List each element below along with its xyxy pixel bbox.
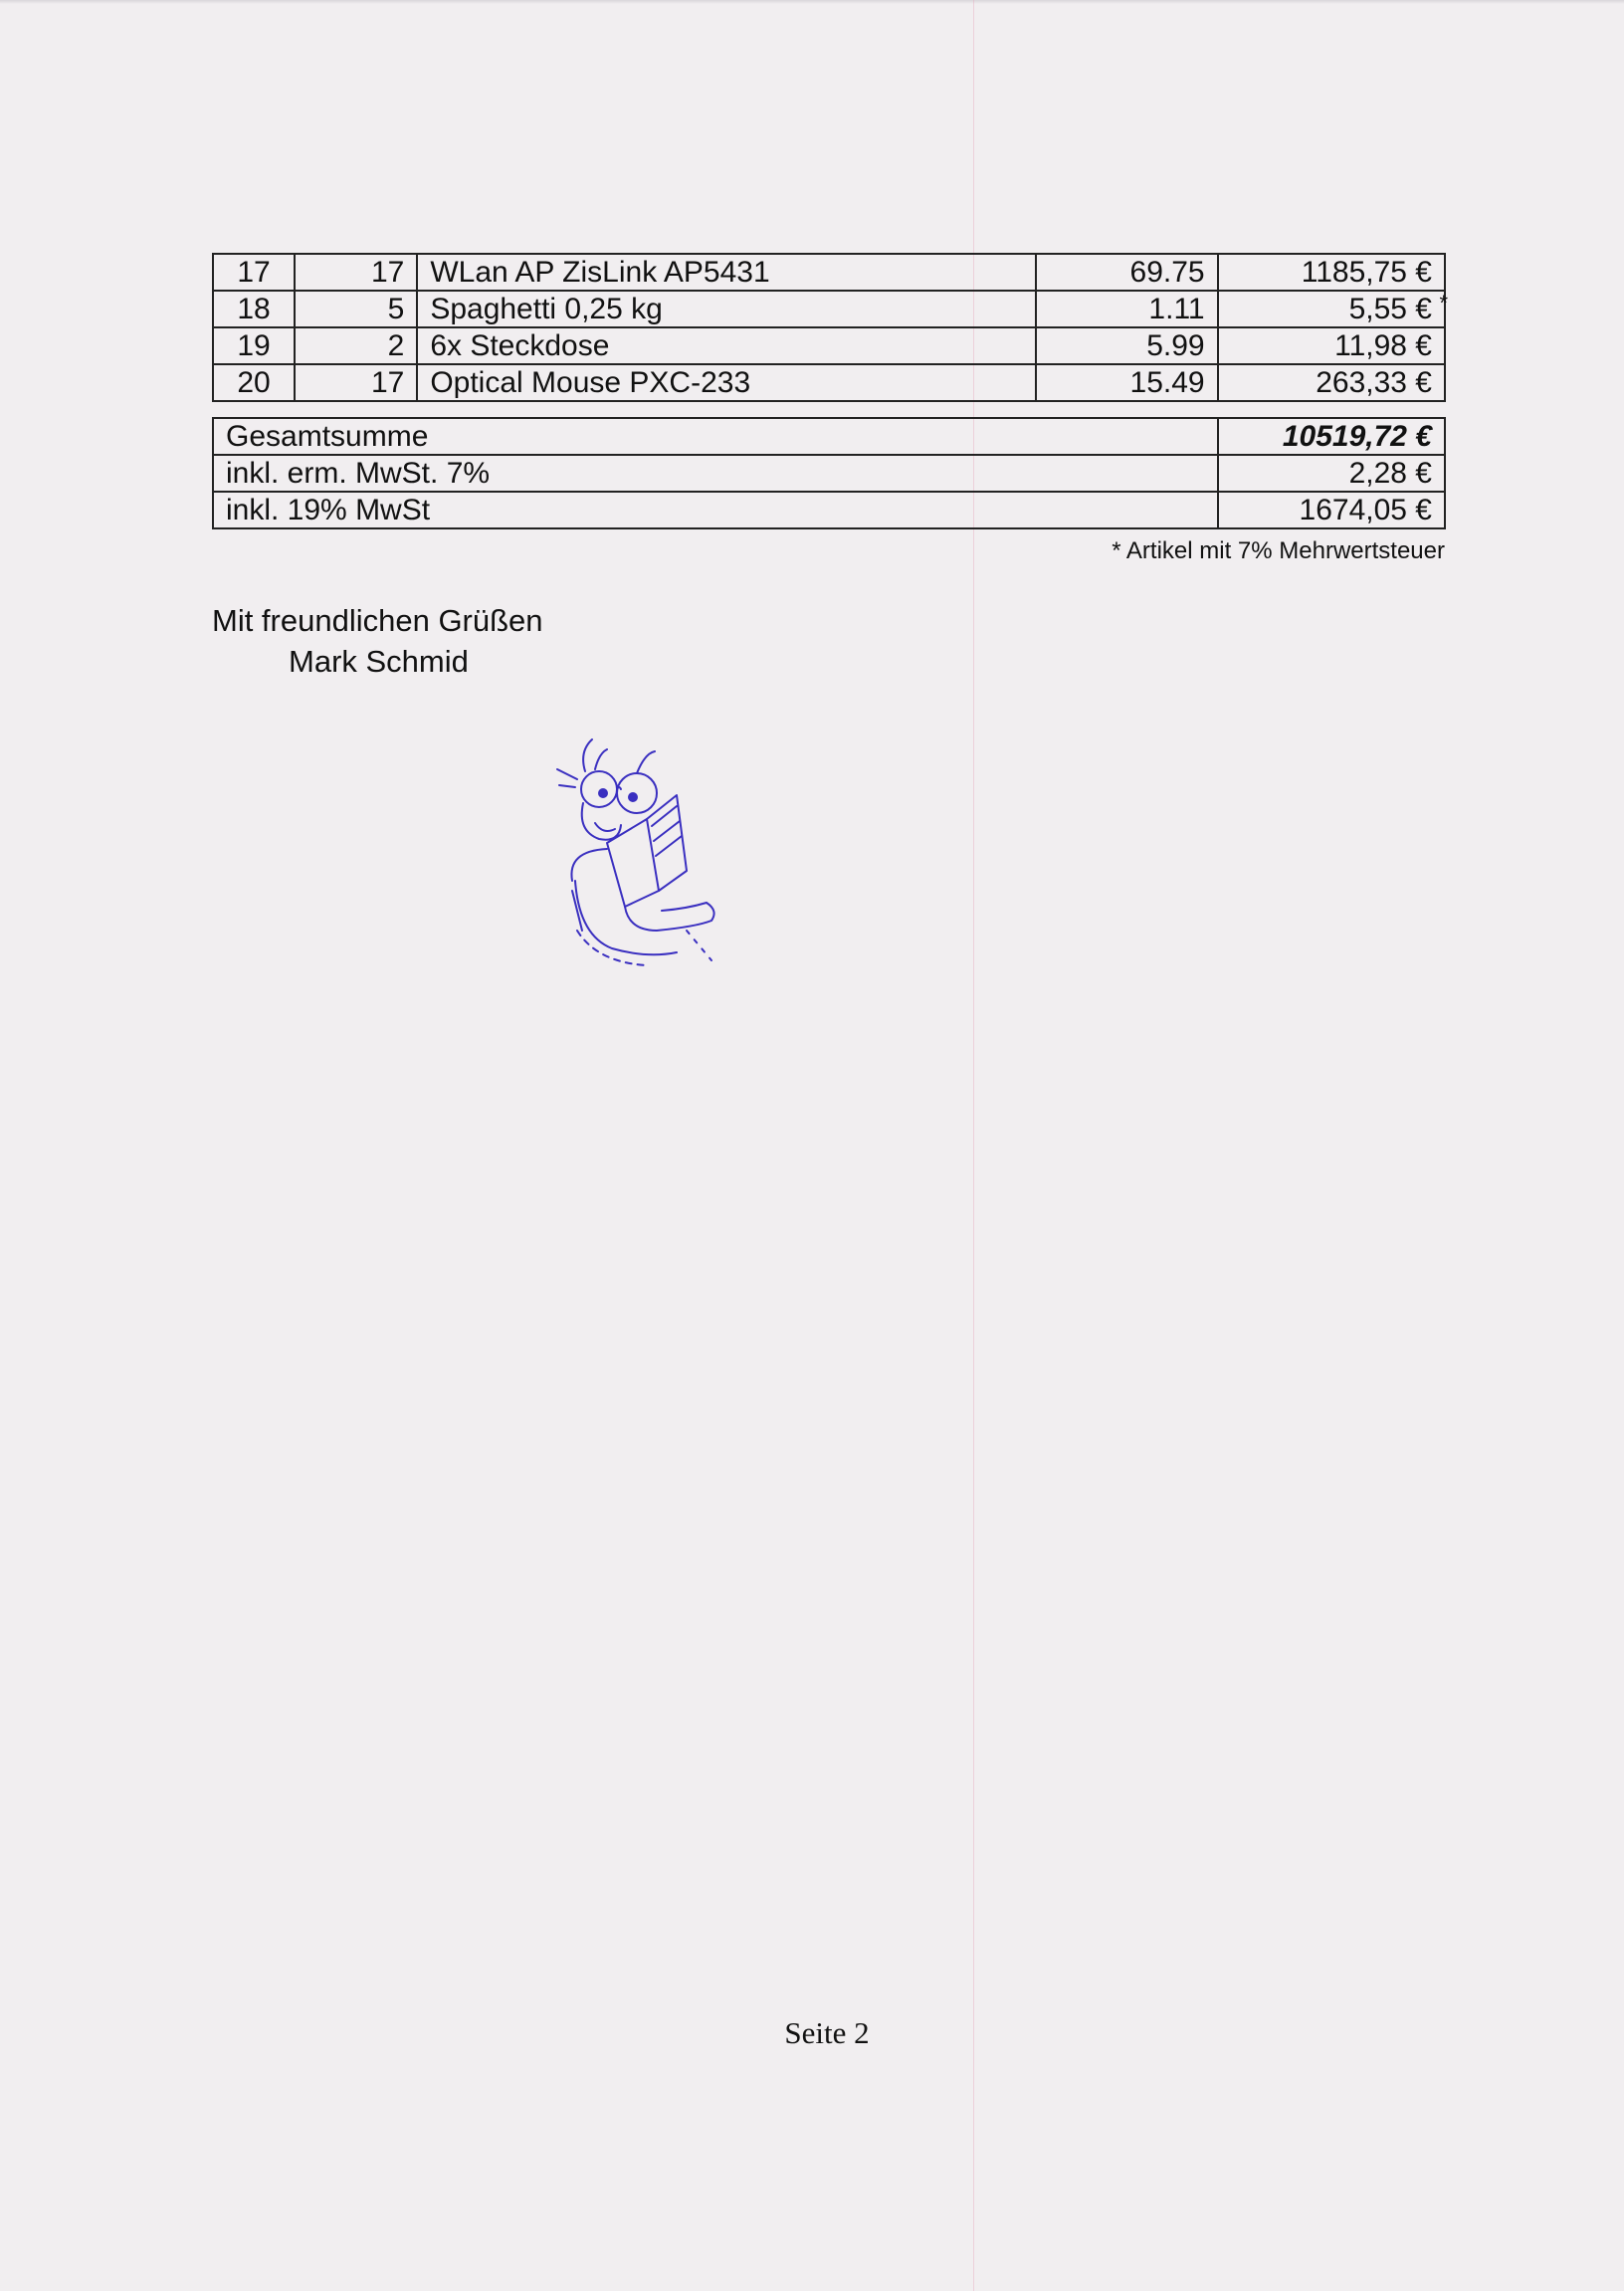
bookworm-stamp-icon (537, 731, 736, 985)
grand-total-value: 10519,72 € (1218, 418, 1445, 455)
page-top-edge (0, 0, 1624, 4)
grand-total-row (213, 418, 1445, 455)
vat-footnote: * Artikel mit 7% Mehrwertsteuer (1112, 537, 1445, 564)
items-table (212, 253, 1446, 402)
closing-block (212, 600, 543, 682)
table-row (213, 254, 1445, 291)
vat-row (213, 492, 1445, 528)
table-row (213, 291, 1445, 327)
vat-label: inkl. 19% MwSt (213, 492, 1218, 528)
reduced-vat-label: inkl. erm. MwSt. 7% (213, 455, 1218, 492)
page-number: Seite 2 (784, 2015, 870, 2050)
table-row (213, 327, 1445, 364)
table-row (213, 364, 1445, 401)
item-qty: 17 (295, 254, 417, 291)
item-description: WLan AP ZisLink AP5431 (417, 254, 1036, 291)
vat-marker: * (1439, 291, 1448, 315)
item-unit-price: 69.75 (1036, 254, 1217, 291)
reduced-vat-value: 2,28 € (1218, 455, 1445, 492)
item-total: 1185,75 € (1218, 254, 1445, 291)
item-unit-price: 5.99 (1036, 327, 1217, 364)
item-description: Optical Mouse PXC-233 (417, 364, 1036, 401)
item-pos: 17 (213, 254, 295, 291)
item-total: 263,33 € (1218, 364, 1445, 401)
signer-name: Mark Schmid (289, 644, 469, 679)
item-description: Spaghetti 0,25 kg (417, 291, 1036, 327)
item-unit-price: 15.49 (1036, 364, 1217, 401)
item-pos: 18 (213, 291, 295, 327)
item-pos: 20 (213, 364, 295, 401)
item-description: 6x Steckdose (417, 327, 1036, 364)
reduced-vat-row (213, 455, 1445, 492)
item-qty: 5 (295, 291, 417, 327)
vat-value: 1674,05 € (1218, 492, 1445, 528)
item-qty: 2 (295, 327, 417, 364)
item-pos: 19 (213, 327, 295, 364)
item-unit-price: 1.11 (1036, 291, 1217, 327)
closing-greeting: Mit freundlichen Grüßen (212, 603, 543, 638)
item-total: 5,55 € * (1218, 291, 1445, 327)
grand-total-label: Gesamtsumme (213, 418, 1218, 455)
item-qty: 17 (295, 364, 417, 401)
totals-table (212, 417, 1446, 529)
item-total: 11,98 € (1218, 327, 1445, 364)
